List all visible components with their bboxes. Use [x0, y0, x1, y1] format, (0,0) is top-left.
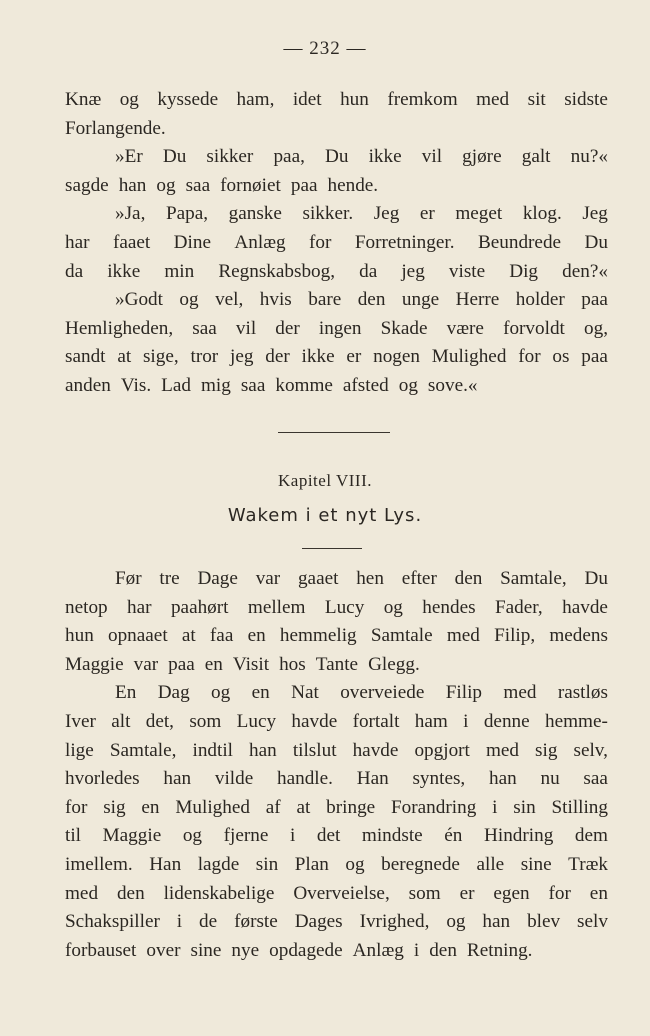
word: en — [247, 625, 266, 647]
word: de — [199, 911, 218, 933]
word: den — [429, 939, 457, 961]
word: Fader, — [494, 596, 543, 618]
word: fjerne — [223, 825, 269, 847]
word: paa — [581, 289, 608, 311]
text-line — [65, 765, 608, 794]
word: jeg — [230, 346, 254, 368]
word: saa — [240, 374, 266, 396]
word: nogen — [373, 346, 420, 368]
text-line — [65, 229, 608, 258]
word: at — [296, 796, 311, 818]
chapter-title: Wakem i et nyt Lys. — [227, 505, 423, 526]
word: Overveielse, — [293, 882, 390, 904]
word: der — [265, 346, 290, 368]
word: blev — [527, 911, 561, 933]
word: hun — [340, 89, 369, 110]
word: hos — [279, 653, 306, 675]
word: Hemligheden, — [65, 317, 174, 339]
word: vilde — [214, 768, 254, 790]
word: har — [127, 596, 152, 618]
word: beregnede — [381, 853, 460, 875]
word: at — [181, 625, 196, 647]
word: og — [182, 825, 202, 847]
page-number: — 232 — — [283, 38, 367, 59]
word: Dages — [294, 911, 343, 933]
word: Lucy — [236, 710, 277, 732]
word: saa — [185, 174, 211, 196]
word: »Ja, — [115, 203, 146, 225]
word: Du — [584, 568, 608, 589]
text-line — [65, 594, 608, 623]
word: paa — [168, 653, 195, 675]
word: rastløs — [557, 682, 608, 704]
word: opgjort — [414, 739, 470, 761]
text-line — [65, 880, 608, 909]
word: Schakspiller — [65, 911, 160, 933]
word: Herre — [455, 289, 500, 311]
word: og — [179, 289, 199, 311]
word: Nat — [291, 682, 319, 704]
word: første — [234, 911, 278, 933]
word: Mulighed — [175, 796, 250, 818]
word: tre — [159, 568, 180, 589]
word: Visit — [232, 653, 270, 675]
word: hun — [65, 625, 94, 647]
word: for — [65, 796, 88, 818]
word: Skade — [380, 317, 428, 339]
word: han — [118, 174, 147, 196]
word: han — [249, 739, 277, 761]
word: kyssede — [157, 89, 219, 110]
word: mindste — [361, 825, 423, 847]
word: ham, — [236, 89, 275, 110]
word: i — [413, 939, 420, 961]
word: hemme- — [544, 710, 608, 732]
word: sagde — [65, 174, 109, 196]
word: han — [482, 911, 511, 933]
text-line — [65, 200, 608, 229]
word: komme — [275, 374, 333, 396]
section2-text — [65, 565, 608, 965]
word: og — [383, 596, 403, 618]
chapter-label: Kapitel VIII. — [278, 471, 372, 490]
word: den — [357, 289, 386, 311]
word: forvoldt — [503, 317, 565, 339]
text-line — [65, 708, 608, 737]
word: sikker. — [302, 203, 354, 225]
word: Jeg — [373, 203, 400, 225]
text-line — [65, 372, 608, 401]
word: sig — [535, 739, 558, 761]
word: selv, — [573, 739, 608, 761]
word: dem — [574, 825, 608, 847]
word: vil — [235, 317, 257, 339]
word: Dag — [157, 682, 190, 704]
word: Iver — [65, 710, 96, 732]
word: Du — [162, 146, 187, 168]
word: anden — [65, 374, 111, 396]
word: ikke — [107, 260, 141, 282]
word: medens — [549, 625, 608, 647]
word: nu — [540, 768, 560, 790]
word: hende. — [327, 174, 379, 196]
word: bare — [308, 289, 342, 311]
word: Papa, — [165, 203, 209, 225]
word: lagde — [197, 853, 240, 875]
word: Han — [149, 853, 182, 875]
word: i — [492, 796, 498, 818]
word: imellem. — [65, 853, 133, 875]
word: hendes — [422, 596, 476, 618]
word: for — [309, 231, 332, 253]
word: da — [65, 260, 84, 282]
word: saa — [583, 768, 608, 790]
word: Samtale, — [500, 568, 567, 589]
word: mig — [200, 374, 231, 396]
word: sige, — [142, 346, 179, 368]
word: opdagede — [269, 939, 343, 961]
word: faaet — [112, 231, 151, 253]
word: som — [189, 710, 222, 732]
word: tror — [190, 346, 219, 368]
word: og, — [584, 317, 608, 339]
word: Forandring — [391, 796, 477, 818]
word: til — [65, 825, 81, 847]
word: ham — [414, 710, 448, 732]
word: Forretninger. — [354, 231, 455, 253]
word: paa, — [273, 146, 305, 168]
word: saa — [192, 317, 217, 339]
word: fornøiet — [220, 174, 281, 196]
word: Samtale — [370, 625, 433, 647]
word: sit — [527, 89, 546, 110]
word: og — [156, 174, 176, 196]
word: Tante — [315, 653, 359, 675]
word: ikke — [368, 146, 402, 168]
word: fremkom — [387, 89, 458, 110]
word: lidenskabelige — [163, 882, 275, 904]
word: har — [65, 231, 90, 253]
word: en — [204, 653, 223, 675]
text-line — [65, 851, 608, 880]
word: der — [275, 317, 300, 339]
word: Samtale, — [109, 739, 177, 761]
word: netop — [65, 596, 108, 618]
word: efter — [401, 568, 437, 589]
word: havde — [291, 710, 338, 732]
word: bringe — [326, 796, 376, 818]
word: lige — [65, 739, 94, 761]
text-line — [65, 679, 608, 708]
word: Hindring — [484, 825, 554, 847]
word: og — [446, 911, 466, 933]
word: Dig — [509, 260, 539, 282]
word: for — [548, 882, 571, 904]
word: som — [408, 882, 441, 904]
word: handle. — [277, 768, 333, 790]
word: gaaet — [297, 568, 339, 589]
word: En — [115, 682, 137, 704]
word: Før — [115, 568, 142, 589]
word: tilslut — [292, 739, 337, 761]
word: hvorledes — [65, 768, 140, 790]
word: denne — [483, 710, 530, 732]
word: en — [251, 682, 270, 704]
word: galt — [521, 146, 551, 168]
word: »Er — [115, 146, 143, 168]
word: klog. — [522, 203, 562, 225]
text-line — [65, 822, 608, 851]
word: hvis — [259, 289, 292, 311]
word: Lad — [161, 374, 191, 396]
word: Retning. — [466, 939, 533, 961]
text-line — [65, 115, 608, 144]
word: er — [419, 203, 435, 225]
word: Maggie — [65, 653, 124, 675]
text-line — [65, 172, 608, 201]
word: sidste — [564, 89, 608, 110]
word: Lucy — [324, 596, 365, 618]
word: fortalt — [352, 710, 400, 732]
word: i — [289, 825, 296, 847]
word: indtil — [192, 739, 233, 761]
text-line — [65, 737, 608, 766]
word: mellem — [247, 596, 306, 618]
word: holder — [515, 289, 565, 311]
word: viste — [448, 260, 486, 282]
word: en — [141, 796, 160, 818]
word: min — [164, 260, 195, 282]
text-line — [65, 651, 608, 680]
section1-text — [65, 86, 608, 401]
section-divider-rule — [278, 432, 390, 433]
word: i — [176, 911, 183, 933]
word: sove.« — [427, 374, 478, 396]
word: med — [65, 882, 99, 904]
text-line — [65, 937, 608, 966]
word: Beundrede — [477, 231, 562, 253]
word: Han — [356, 768, 389, 790]
word: er — [459, 882, 475, 904]
word: havde — [352, 739, 399, 761]
word: afsted — [342, 374, 389, 396]
word: Anlæg — [234, 231, 286, 253]
word: sikker — [206, 146, 254, 168]
word: sandt — [65, 346, 106, 368]
word: i — [463, 710, 469, 732]
word: faa — [209, 625, 234, 647]
word: unge — [401, 289, 440, 311]
text-line — [65, 565, 608, 594]
word: og — [398, 374, 418, 396]
word: Mulighed — [431, 346, 507, 368]
word: af — [265, 796, 281, 818]
text-line — [65, 286, 608, 315]
word: med — [503, 682, 537, 704]
word: det — [316, 825, 341, 847]
word: Dage — [197, 568, 238, 589]
word: er — [346, 346, 362, 368]
word: paa — [290, 174, 318, 196]
word: opnaaet — [107, 625, 168, 647]
text-line — [65, 622, 608, 651]
word: Stilling — [551, 796, 608, 818]
text-line — [65, 794, 608, 823]
text-line — [65, 343, 608, 372]
word: være — [446, 317, 484, 339]
word: Glegg. — [368, 653, 420, 675]
word: Jeg — [582, 203, 608, 225]
word: Maggie — [102, 825, 162, 847]
word: ikke — [301, 346, 335, 368]
word: nu?« — [570, 146, 608, 168]
word: »Godt — [115, 289, 163, 311]
text-line — [65, 143, 608, 172]
word: egen — [493, 882, 530, 904]
word: Knæ — [65, 89, 102, 110]
word: vil — [421, 146, 443, 168]
word: jeg — [401, 260, 425, 282]
word: alle — [476, 853, 505, 875]
word: Plan — [294, 853, 329, 875]
text-line — [65, 315, 608, 344]
word: Du — [325, 146, 349, 168]
word: sine — [190, 939, 222, 961]
word: alt — [111, 710, 131, 732]
word: med — [446, 625, 480, 647]
word: var — [255, 568, 281, 589]
word: Ivrighed, — [359, 911, 430, 933]
word: Træk — [568, 853, 608, 875]
word: sine — [520, 853, 552, 875]
word: og — [119, 89, 139, 110]
word: meget — [455, 203, 503, 225]
word: den — [116, 882, 145, 904]
word: at — [117, 346, 132, 368]
word: Regnskabsbog, — [218, 260, 336, 282]
word: ganske — [228, 203, 282, 225]
word: én — [444, 825, 463, 847]
word: var — [133, 653, 159, 675]
word: han — [163, 768, 192, 790]
word: den — [454, 568, 483, 589]
word: det, — [145, 710, 174, 732]
word: sig — [103, 796, 126, 818]
word: vel, — [215, 289, 244, 311]
word: ingen — [318, 317, 362, 339]
word: en — [589, 882, 608, 904]
word: forbauset — [65, 939, 137, 961]
word: hen — [356, 568, 384, 589]
word: og — [345, 853, 365, 875]
word: syntes, — [412, 768, 466, 790]
word: paa — [581, 346, 608, 368]
word: Anlæg — [352, 939, 404, 961]
word: sin — [513, 796, 536, 818]
word: hemmelig — [279, 625, 357, 647]
word: Filip, — [494, 625, 536, 647]
word: selv — [577, 911, 608, 933]
word: da — [359, 260, 378, 282]
word: Du — [584, 231, 608, 253]
word: med — [485, 739, 519, 761]
word: Vis. — [120, 374, 152, 396]
word: paahørt — [170, 596, 229, 618]
word: den?« — [562, 260, 608, 282]
word: idet — [292, 89, 322, 110]
text-line — [65, 908, 608, 937]
word: Filip — [445, 682, 483, 704]
text-line — [65, 86, 608, 115]
word: nye — [231, 939, 260, 961]
word: og — [211, 682, 231, 704]
word: med — [476, 89, 510, 110]
word: gjøre — [462, 146, 502, 168]
chapter-title-rule — [302, 548, 362, 549]
text-line — [65, 258, 608, 287]
word: han — [488, 768, 517, 790]
word: Forlangende. — [65, 117, 166, 139]
word: havde — [562, 596, 608, 618]
word: Dine — [173, 231, 211, 253]
word: sin — [255, 853, 279, 875]
word: over — [146, 939, 181, 961]
word: overveiede — [340, 682, 425, 704]
word: for — [518, 346, 541, 368]
word: os — [552, 346, 570, 368]
